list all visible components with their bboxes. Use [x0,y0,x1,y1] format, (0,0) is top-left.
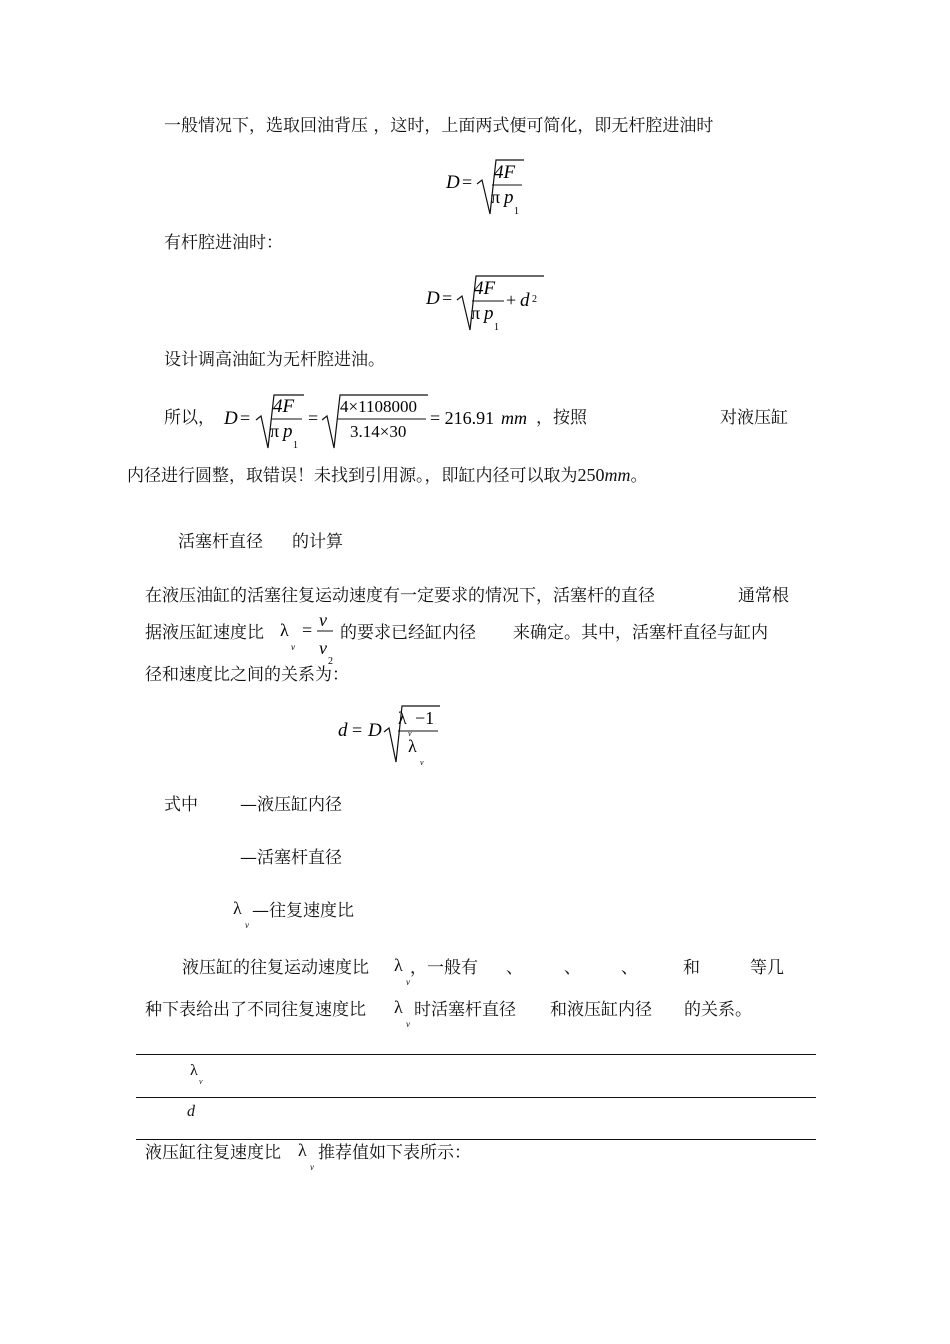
paragraph-therefore-label: 所以， [164,408,215,428]
ratio-symbol-1 [394,955,410,987]
formula-den-sub: v [420,758,424,767]
paragraph-ratio-line2-a: 种下表给出了不同往复速度比 [145,1000,366,1020]
formula-p: p [283,421,293,442]
paragraph-rounding-line [127,464,648,487]
formula-pi: π [270,421,280,441]
paragraph-recommended-b: 推荐值如下表所示： [318,1143,471,1163]
formula-eq: = [442,288,453,308]
paragraph-design: 设计调高油缸为无杆腔进油。 [164,350,385,370]
paragraph-ratio-line2-d: 的关系。 [684,1000,752,1020]
formula-D: D [446,172,460,193]
paragraph-according-to: ，按照 [536,408,587,428]
formula-D: D [426,288,440,309]
bore-value: 250 [577,465,605,485]
formula-lambda-num: λ [398,708,407,728]
ratio-lambda-sub: v [291,642,295,652]
lambda-sub: v [245,920,249,930]
formula-D: D [368,720,382,741]
formula-rod-side-bore [420,272,550,336]
formula-sub1: 1 [293,440,298,451]
where-label: 式中 [164,795,198,815]
formula-pi: π [471,303,481,323]
ratio-sep-2: 、 [564,958,581,978]
ratio-eq: = [302,620,313,640]
table-rule-top [136,1054,816,1055]
formula-speed-ratio [278,612,344,666]
formula-result-unit: mm [501,408,527,428]
table-row-d-label: d [187,1103,195,1120]
lambda-sub: v [310,1162,314,1172]
paragraph-ratio-line2-b: 时活塞杆直径 [414,1000,516,1020]
table-rule-middle [136,1097,816,1098]
paragraph-recommended-a: 液压缸往复速度比 [145,1143,281,1163]
ratio-and: 和 [683,958,700,978]
lambda-symbol: λ [394,997,403,1017]
where-ratio: —往复速度比 [252,901,354,921]
formula-d: d [338,720,348,741]
formula-D: D [224,408,238,429]
lambda-sub: v [406,1019,410,1029]
table-rule-bottom [136,1139,816,1140]
formula-plus: + [506,290,517,310]
ratio-den: v [319,638,327,658]
table-lambda: λ [190,1062,198,1079]
formula-calc-num: 4×1108000 [340,397,417,416]
section-title-calc: 的计算 [292,532,343,552]
paragraph-ratio-line1-a: 液压缸的往复运动速度比 [182,958,369,978]
formula-num-sub: v [408,729,412,738]
table-row-ratio-label [190,1060,203,1086]
formula-eq: = [462,172,473,192]
lambda-symbol: λ [233,898,242,918]
formula-sub1: 1 [494,322,499,333]
ratio-num: v [319,610,327,630]
paragraph-rod-line2-b: 的要求已经缸内径 [340,623,476,643]
formula-calculation [220,390,540,454]
ratio-symbol-3 [298,1140,314,1172]
paragraph-for-cylinder: 对液压缸 [720,408,788,428]
paragraph-ratio-line1-b: ，一般有 [410,958,478,978]
paragraph-rod-side: 有杆腔进油时： [164,233,283,253]
ratio-symbol-2 [394,997,410,1029]
ratio-sep-1: 、 [506,958,523,978]
where-bore: —液压缸内径 [240,795,342,815]
paragraph-rod-line2-a: 据液压缸速度比 [145,623,264,643]
ratio-lambda: λ [280,620,289,640]
formula-num: 4F [273,396,295,417]
formula-num: 4F [474,278,496,299]
lambda-symbol: λ [394,955,403,975]
paragraph-rod-line2-c: 来确定。其中，活塞杆直径与缸内 [513,623,768,643]
section-title-rod-diameter: 活塞杆直径 [178,532,263,552]
formula-rod-diameter [334,702,454,772]
ratio-etc: 等几 [750,958,784,978]
paragraph-rod-line1-end: 通常根 [738,586,789,606]
formula-pi: π [491,187,501,207]
formula-eq: = [240,408,251,428]
lambda-sub: v [406,977,410,987]
formula-eq: = [352,720,363,740]
ratio-den-sub: 2 [328,656,333,667]
formula-p: p [504,187,514,208]
formula-rodless-bore [440,156,540,220]
formula-minus1: −1 [415,708,435,728]
formula-d: d [520,290,530,311]
formula-eq-2: = [308,408,319,428]
bore-unit: mm [604,465,631,485]
where-ratio-symbol [233,898,249,930]
formula-p: p [484,303,494,324]
table-lambda-sub: v [199,1077,203,1086]
formula-result: = 216.91 [430,408,495,428]
paragraph-intro: 一般情况下，选取回油背压 ，这时，上面两式便可简化，即无杆腔进油时 [164,116,714,136]
rounding-text: 内径进行圆整，取错误！未找到引用源。，即缸内径可以取为 [127,466,578,486]
paragraph-rod-line3: 径和速度比之间的关系为： [145,665,349,685]
rounding-end: 。 [630,466,648,486]
formula-sup2: 2 [532,294,537,305]
formula-lambda-den: λ [408,736,417,756]
formula-calc-den: 3.14×30 [350,422,407,441]
paragraph-ratio-line2-c: 和液压缸内径 [550,1000,652,1020]
formula-sub1: 1 [514,206,519,217]
where-rod: —活塞杆直径 [240,848,342,868]
formula-num: 4F [494,162,516,183]
ratio-sep-3: 、 [621,958,638,978]
paragraph-rod-line1: 在液压油缸的活塞往复运动速度有一定要求的情况下，活塞杆的直径 [145,586,655,606]
lambda-symbol: λ [298,1140,307,1160]
